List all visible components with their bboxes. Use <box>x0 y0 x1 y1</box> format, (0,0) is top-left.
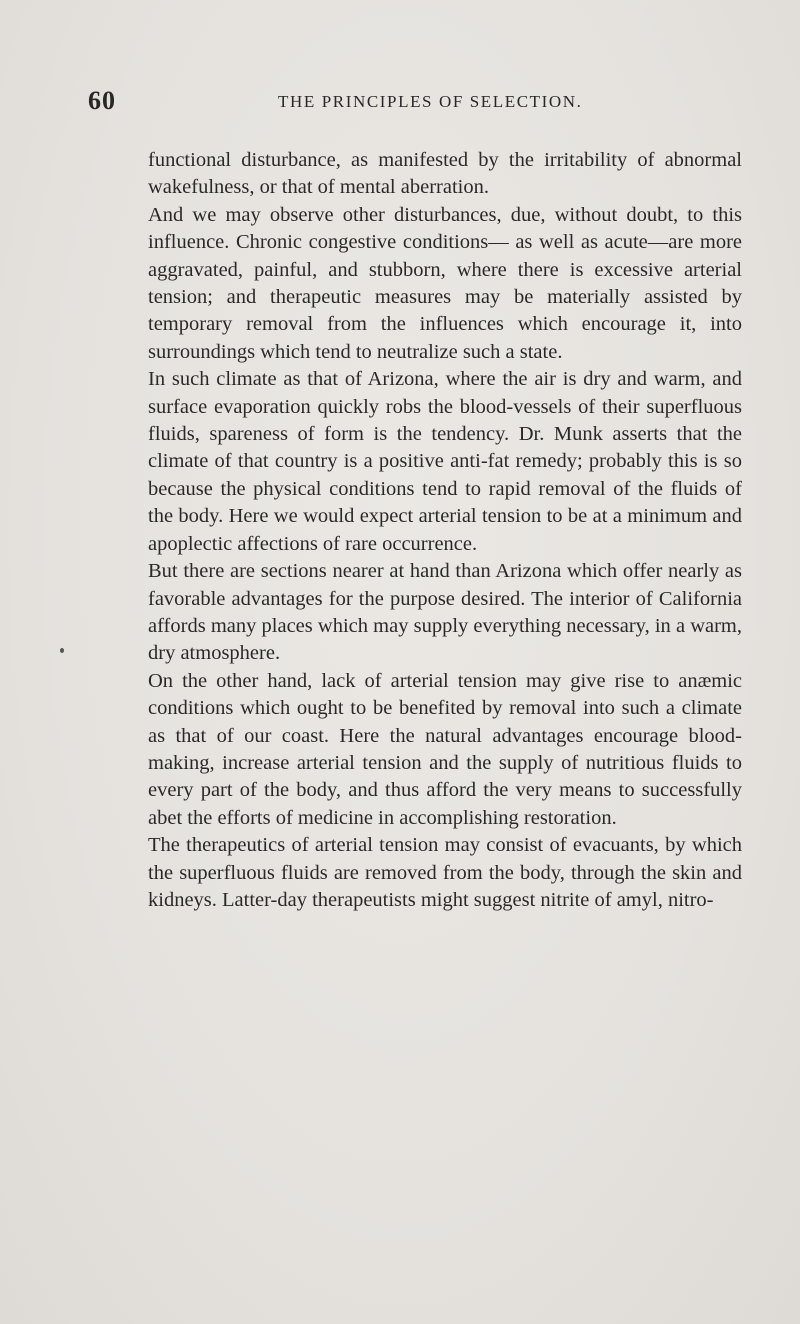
paragraph-6: The therapeutics of arterial tension may consist of evacuants, by which the superfluous fluids are removed from the body, through the skin and kidneys. Latter-day therapeutists might suggest nitrite of amyl, nitro- <box>148 834 742 911</box>
page-number: 60 <box>88 86 116 115</box>
running-title: THE PRINCIPLES OF SELECTION. <box>278 92 583 111</box>
paragraph-2: And we may observe other disturbances, due, without doubt, to this influence. Chronic congestive conditions— as well as acute—are more aggravated, painful, and stubborn, where there is excessive arterial tension; and therapeutic measures may be materially assisted by temporary removal from the influences which encourage it, into surroundings which tend to neutralize such a state. <box>148 203 742 363</box>
page-header <box>88 86 740 122</box>
body-text <box>148 147 742 914</box>
paragraph-1: functional disturbance, as manifested by the irritability of abnormal wakefulness, or that of mental aberration. <box>148 149 742 199</box>
paragraph-4: But there are sections nearer at hand than Arizona which offer nearly as favorable advantages for the purpose desired. The interior of California affords many places which may supply everything necessary, in a warm, dry atmosphere. <box>148 560 742 665</box>
paragraph-5: On the other hand, lack of arterial tension may give rise to anæmic conditions which ought to be benefited by removal into such a climate as that of our coast. Here the natural advantages encourage blood-making, increase arterial tension and the supply of nutritious fluids to every part of the body, and thus afford the very means to successfully abet the efforts of medicine in accomplishing restoration. <box>148 669 742 829</box>
ink-speck <box>60 648 64 653</box>
paragraph-3: In such climate as that of Arizona, where the air is dry and warm, and surface evaporation quickly robs the blood-vessels of their superfluous fluids, spareness of form is the tendency. Dr. Munk asserts that the climate of that country is a positive anti-fat remedy; probably this is so because the physical conditions tend to rapid removal of the fluids of the body. Here we would expect arterial tension to be at a minimum and apoplectic affections of rare occurrence. <box>148 368 742 555</box>
